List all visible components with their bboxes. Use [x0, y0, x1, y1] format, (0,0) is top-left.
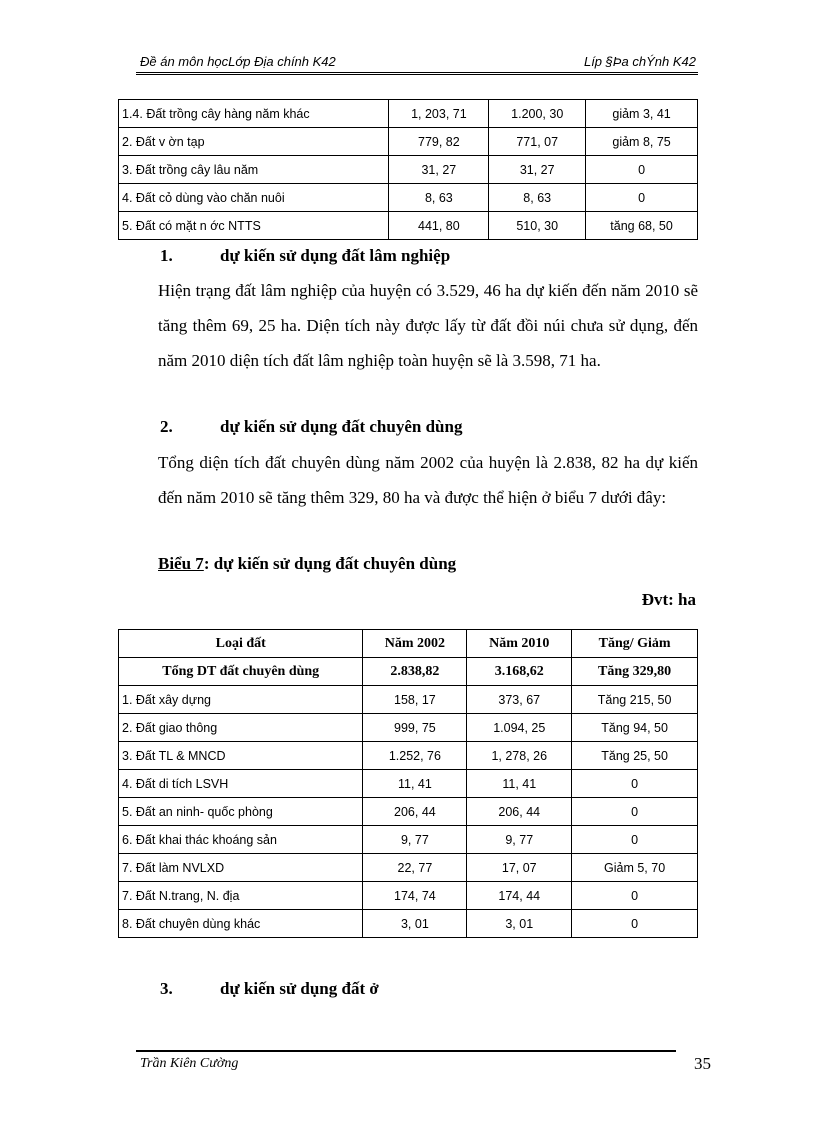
page-number: 35 [694, 1054, 711, 1073]
table-cell: 0 [586, 156, 698, 184]
footer-divider [136, 1050, 676, 1052]
header-divider [136, 72, 698, 75]
table-cell: 11, 41 [467, 770, 572, 798]
table-cell: 7. Đất N.trang, N. địa [119, 882, 363, 910]
table-cell: Loại đất [119, 630, 363, 658]
section2-paragraph: Tổng diện tích đất chuyên dùng năm 2002 của huyện là 2.838, 82 ha dự kiến đến năm 2010 sẽ tăng thêm 329, 80 ha và được thể hiện ở biểu 7 dưới đây: [158, 453, 698, 507]
table-cell: 174, 74 [363, 882, 467, 910]
table-cell: 6. Đất khai thác khoáng sản [119, 826, 363, 854]
table-row [119, 212, 698, 240]
table-cell: 31, 27 [489, 156, 586, 184]
table-cell: 174, 44 [467, 882, 572, 910]
table-cell: 510, 30 [489, 212, 586, 240]
table-cell: 8, 63 [389, 184, 489, 212]
section2-title: dự kiến sử dụng đất chuyên dùng [220, 417, 463, 436]
table-row [119, 686, 698, 714]
table-cell: 22, 77 [363, 854, 467, 882]
caption-text: : dự kiến sử dụng đất chuyên dùng [203, 554, 457, 573]
table-cell: Tăng 215, 50 [572, 686, 698, 714]
table-cell: 441, 80 [389, 212, 489, 240]
table-cell: Tổng DT đất chuyên dùng [119, 658, 363, 686]
table-cell: 771, 07 [489, 128, 586, 156]
table-cell: 4. Đất di tích LSVH [119, 770, 363, 798]
table-cell: 0 [572, 770, 698, 798]
table-cell: 9, 77 [363, 826, 467, 854]
table-row [119, 128, 698, 156]
table-row [119, 714, 698, 742]
table-cell: Tăng 329,80 [572, 658, 698, 686]
table-cell: 999, 75 [363, 714, 467, 742]
table-cell: Năm 2010 [467, 630, 572, 658]
table-row [119, 798, 698, 826]
table-cell: 3.168,62 [467, 658, 572, 686]
table-cell: 17, 07 [467, 854, 572, 882]
table-cell: 3. Đất TL & MNCD [119, 742, 363, 770]
table-cell: 1, 203, 71 [389, 100, 489, 128]
table-cell: 0 [572, 798, 698, 826]
footer-author: Trần Kiên Cường [140, 1056, 239, 1071]
table-cell: giảm 3, 41 [586, 100, 698, 128]
table-land-agri [118, 99, 698, 240]
table-row [119, 854, 698, 882]
table-cell: Tăng 25, 50 [572, 742, 698, 770]
section2-number: 2. [160, 417, 173, 436]
table-caption [158, 554, 456, 574]
unit-label: Đvt: ha [641, 590, 696, 609]
section3-number: 3. [160, 979, 173, 998]
table-cell: 0 [572, 882, 698, 910]
table-row [119, 770, 698, 798]
table-cell: 8, 63 [489, 184, 586, 212]
caption-label: Biểu 7 [158, 554, 204, 573]
table-cell: 5. Đất có mặt n ớc NTTS [119, 212, 389, 240]
table-cell: tăng 68, 50 [586, 212, 698, 240]
table-cell: 3. Đất trồng cây lâu năm [119, 156, 389, 184]
table-cell: 3, 01 [467, 910, 572, 938]
table-cell: 31, 27 [389, 156, 489, 184]
table-cell: 373, 67 [467, 686, 572, 714]
table-cell: 1, 278, 26 [467, 742, 572, 770]
table-cell: 206, 44 [467, 798, 572, 826]
table-special-land [118, 629, 698, 938]
section1-title: dự kiến sử dụng đất lâm nghiệp [220, 246, 451, 265]
table-cell: Tăng 94, 50 [572, 714, 698, 742]
table-cell: 0 [572, 826, 698, 854]
table-row [119, 156, 698, 184]
table-row [119, 184, 698, 212]
section1-paragraph: Hiện trạng đất lâm nghiệp của huyện có 3.529, 46 ha dự kiến đến năm 2010 sẽ tăng thêm 69, 25 ha. Diện tích này được lấy từ đất đồi núi chưa sử dụng, đến năm 2010 diện tích đất lâm nghiệp toàn huyện sẽ là 3.598, 71 ha. [158, 281, 698, 370]
table-cell: 4. Đất cỏ dùng vào chăn nuôi [119, 184, 389, 212]
table-cell: 779, 82 [389, 128, 489, 156]
table-cell: 5. Đất an ninh- quốc phòng [119, 798, 363, 826]
table-cell: 8. Đất chuyên dùng khác [119, 910, 363, 938]
table-row [119, 882, 698, 910]
table-cell: 1.252, 76 [363, 742, 467, 770]
table-row [119, 742, 698, 770]
table-cell: giảm 8, 75 [586, 128, 698, 156]
table-cell: 11, 41 [363, 770, 467, 798]
header-left: Đề án môn họcLớp Địa chính K42 [140, 54, 336, 69]
table-cell: 1.094, 25 [467, 714, 572, 742]
table-cell: 206, 44 [363, 798, 467, 826]
table-cell: Tăng/ Giảm [572, 630, 698, 658]
table-header-row [119, 630, 698, 658]
table-cell: 0 [586, 184, 698, 212]
table-row [119, 100, 698, 128]
table-cell: 2. Đất v ờn tạp [119, 128, 389, 156]
section1-number: 1. [160, 246, 173, 265]
table-total-row [119, 658, 698, 686]
table-cell: Giảm 5, 70 [572, 854, 698, 882]
table-cell: 1.4. Đất trồng cây hàng năm khác [119, 100, 389, 128]
table-row [119, 910, 698, 938]
table-cell: 1. Đất xây dựng [119, 686, 363, 714]
table-cell: 7. Đất làm NVLXD [119, 854, 363, 882]
table-cell: Năm 2002 [363, 630, 467, 658]
section3-title: dự kiến sử dụng đất ở [220, 979, 379, 998]
table-cell: 9, 77 [467, 826, 572, 854]
table-row [119, 826, 698, 854]
table-cell: 2.838,82 [363, 658, 467, 686]
table-cell: 3, 01 [363, 910, 467, 938]
table-cell: 2. Đất giao thông [119, 714, 363, 742]
table-cell: 1.200, 30 [489, 100, 586, 128]
table-cell: 0 [572, 910, 698, 938]
header-right: Líp §Þa chÝnh K42 [583, 54, 696, 69]
table-cell: 158, 17 [363, 686, 467, 714]
